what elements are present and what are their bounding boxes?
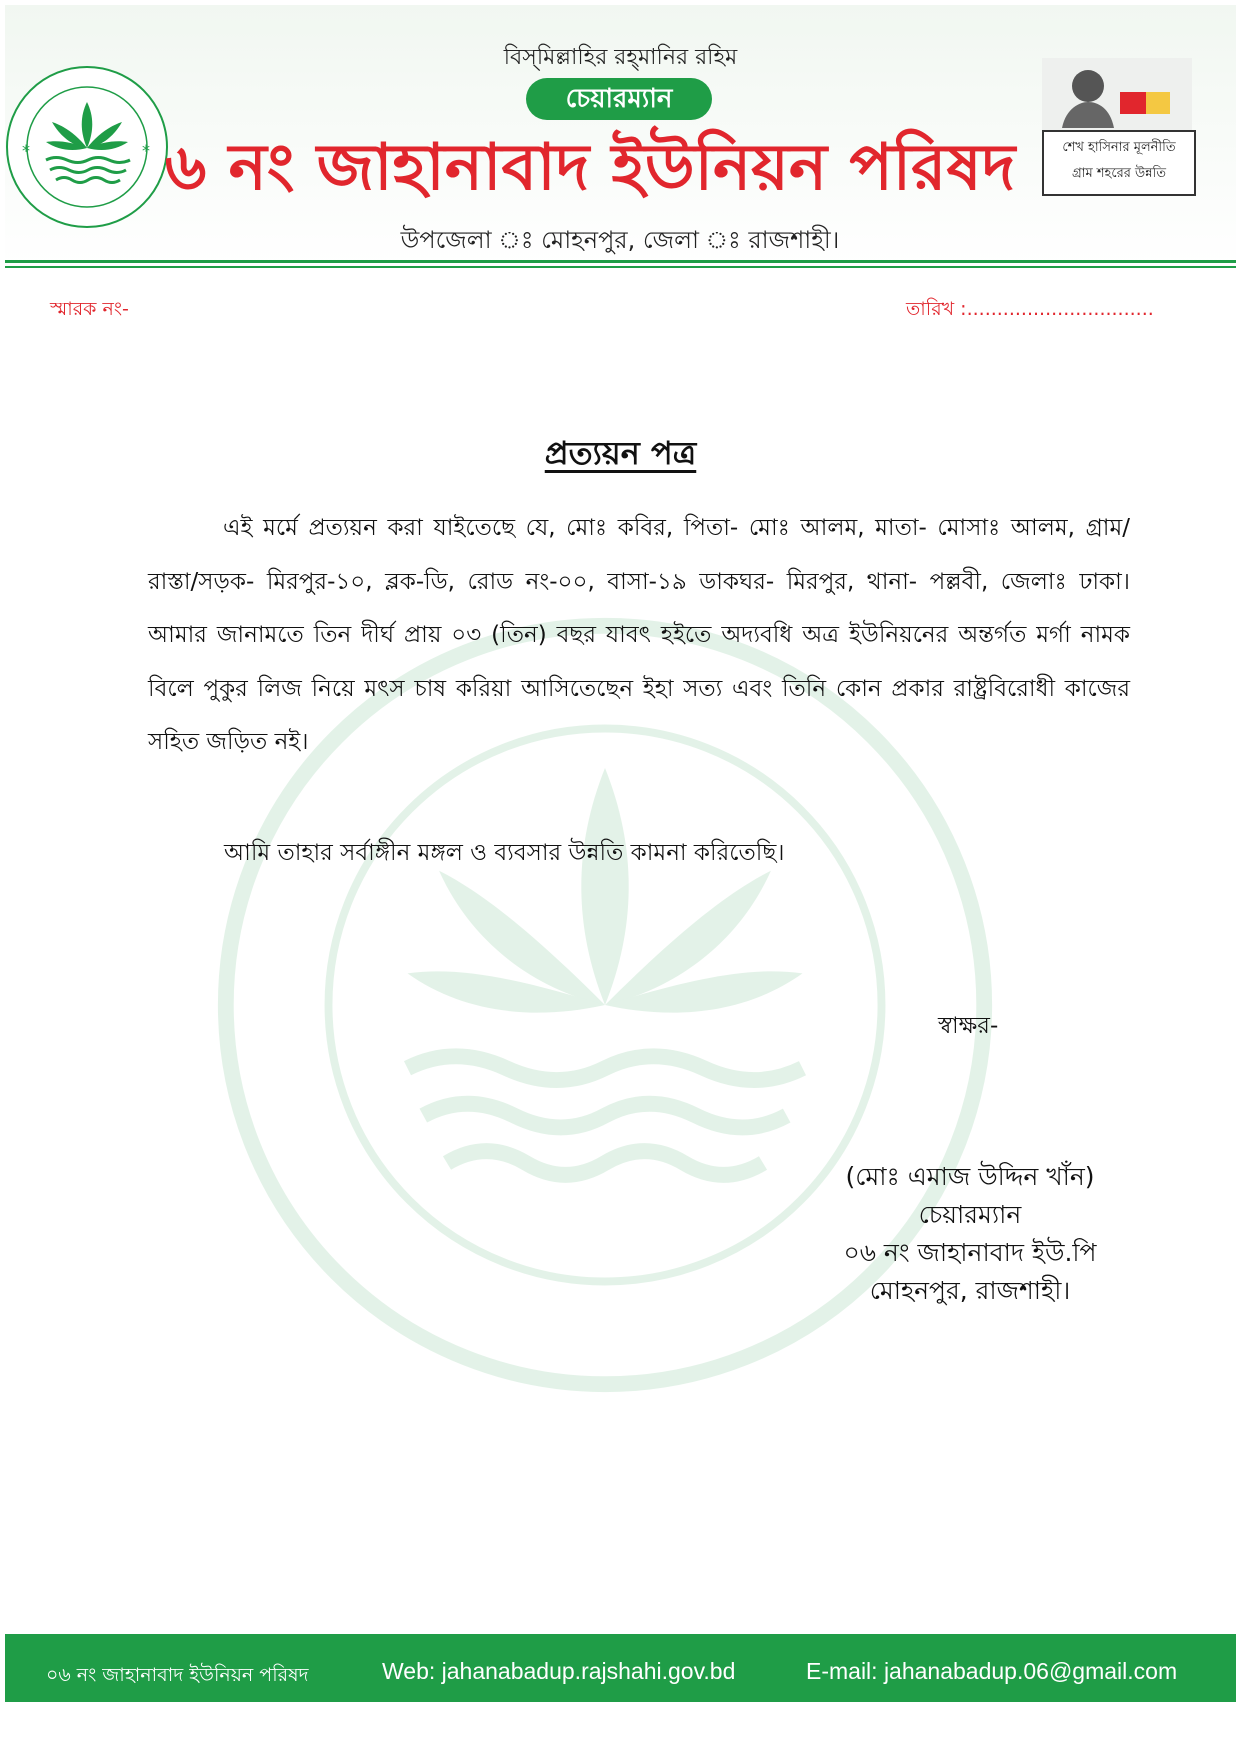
- signature-label: স্বাক্ষর-: [938, 1013, 999, 1039]
- signatory-designation: চেয়ারম্যান: [918, 1200, 1022, 1229]
- header-divider: [5, 260, 1236, 263]
- chairman-badge: চেয়ারম্যান: [526, 78, 712, 120]
- union-parishad-logo-icon: [4, 64, 170, 230]
- signatory-location: মোহনপুর, রাজশাহী।: [869, 1276, 1071, 1305]
- svg-text:*: *: [142, 141, 150, 160]
- date-label: তারিখ :...............................: [906, 298, 1154, 320]
- signatory-name: (মোঃ এমাজ উদ্দিন খাঁন): [845, 1162, 1095, 1191]
- signatory-block: [820, 1158, 1120, 1310]
- slogan-line-2: গ্রাম শহরের উন্নতি: [1071, 166, 1167, 181]
- footer-organization: ০৬ নং জাহানাবাদ ইউনিয়ন পরিষদ: [46, 1664, 309, 1686]
- organization-address: উপজেলা ঃ মোহনপুর, জেলা ঃ রাজশাহী।: [400, 226, 840, 254]
- footer-email: E-mail: jahanabadup.06@gmail.com: [806, 1658, 1178, 1684]
- svg-text:*: *: [22, 141, 30, 160]
- basmala-text: বিস্‌মিল্লাহির রহ্‌মানির রহিম: [503, 45, 738, 70]
- signatory-office: ০৬ নং জাহানাবাদ ইউ.পি: [843, 1238, 1097, 1267]
- wish-statement: আমি তাহার সর্বাঙ্গীন মঙ্গল ও ব্যবসার উন্নতি কামনা করিতেছি।: [224, 840, 785, 866]
- organization-title: ৬ নং জাহানাবাদ ইউনিয়ন পরিষদ: [164, 131, 1016, 205]
- footer-website: Web: jahanabadup.rajshahi.gov.bd: [382, 1658, 736, 1684]
- slogan-line-1: শেখ হাসিনার মূলনীতি: [1062, 140, 1176, 155]
- header-divider-thin: [5, 266, 1236, 268]
- document-title-text: প্রত্যয়ন পত্র: [544, 434, 697, 472]
- memo-number-label: স্মারক নং-: [50, 298, 129, 320]
- document-title: [0, 428, 1241, 482]
- certificate-paragraph: এই মর্মে প্রত্যয়ন করা যাইতেছে যে, মোঃ কবির, পিতা- মোঃ আলম, মাতা- মোসাঃ আলম, গ্রাম/রাস্তা/সড়ক- মিরপুর-১০, ব্লক-ডি, রোড নং-০০, বাসা-১৯ ডাকঘর- মিরপুর, থানা- পল্লবী, জেলাঃ ঢাকা। আমার জানামতে তিন দীর্ঘ প্রায় ০৩ (তিন) বছর যাবৎ হইতে অদ্যবধি অত্র ইউনিয়নের অন্তর্গত মর্গা নামক বিলে পুকুর লিজ নিয়ে মৎস চাষ করিয়া আসিতেছেন ইহা সত্য এবং তিনি কোন প্রকার রাষ্ট্রবিরোধী কাজের সহিত জড়িত নই।: [148, 515, 1130, 755]
